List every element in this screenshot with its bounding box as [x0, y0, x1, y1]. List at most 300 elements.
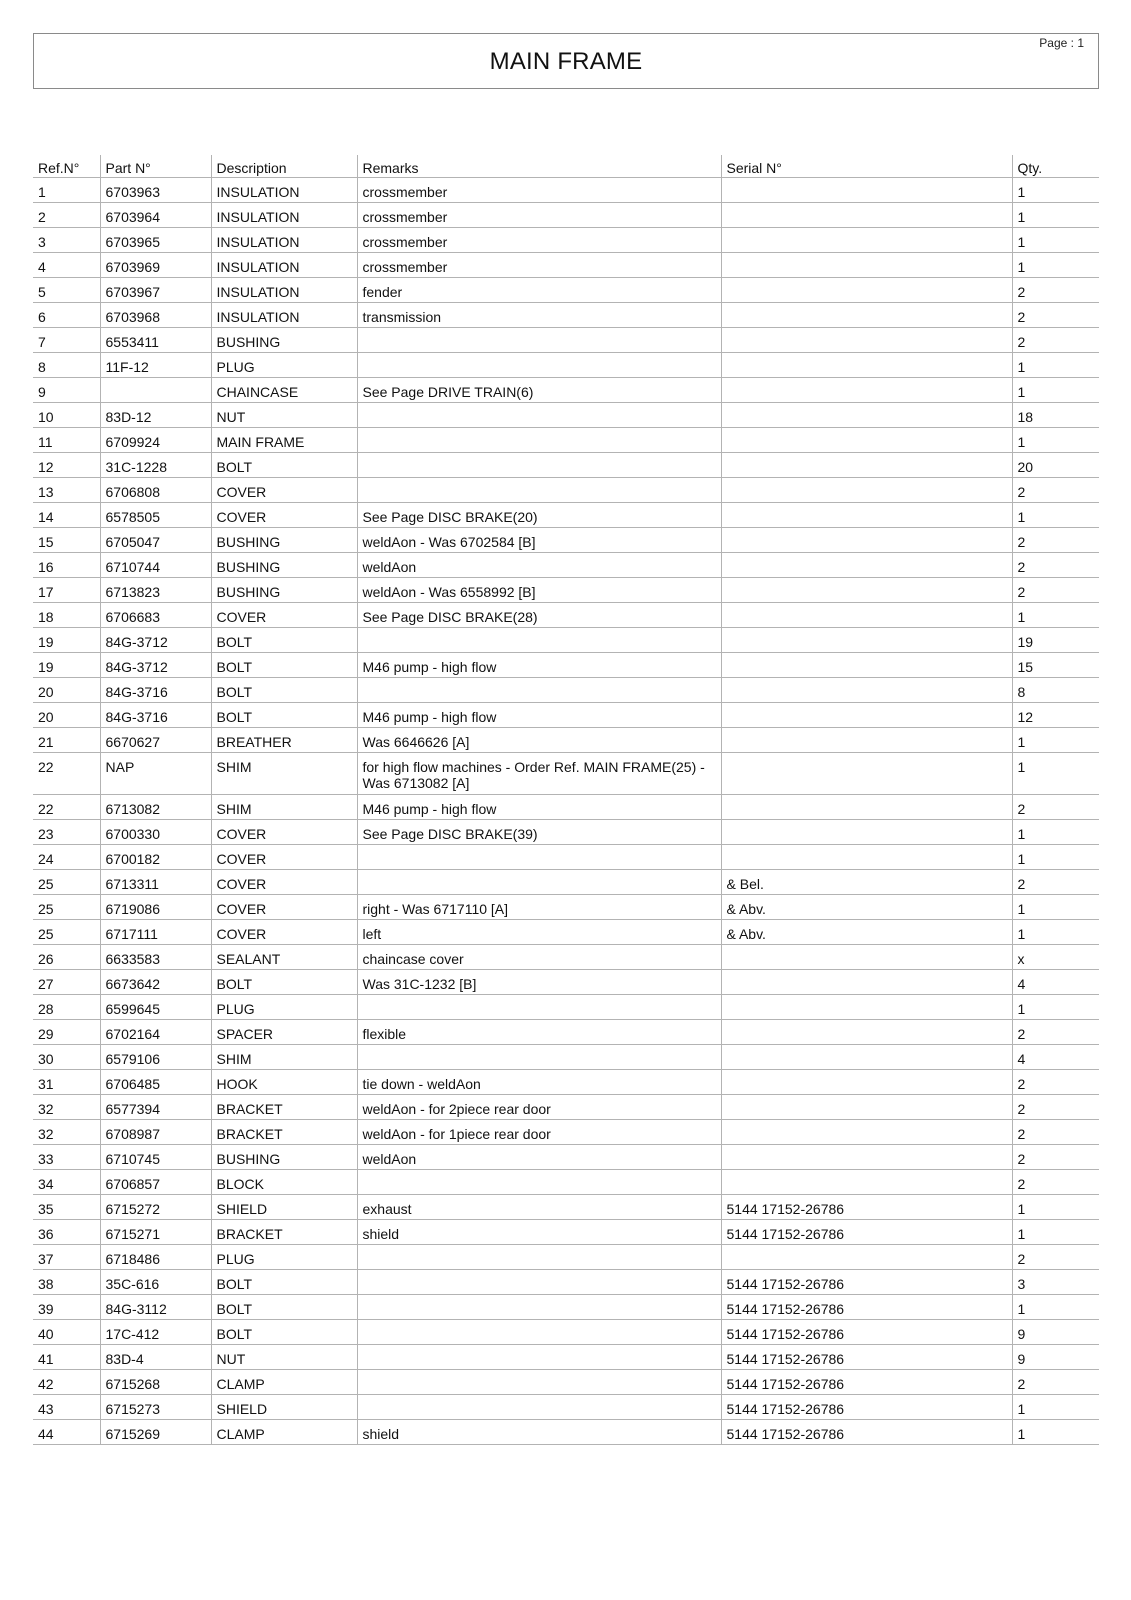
ref-cell: 21 — [33, 728, 100, 753]
part-number-cell: 6715273 — [100, 1395, 211, 1420]
qty-cell: 2 — [1012, 795, 1099, 820]
description-cell: BOLT — [211, 1320, 357, 1345]
remarks-cell — [357, 1295, 721, 1320]
table-row — [33, 578, 1099, 603]
ref-cell: 40 — [33, 1320, 100, 1345]
table-row — [33, 253, 1099, 278]
qty-cell: 1 — [1012, 603, 1099, 628]
qty-cell: 2 — [1012, 1245, 1099, 1270]
description-cell: BUSHING — [211, 328, 357, 353]
remarks-cell: crossmember — [357, 178, 721, 203]
description-cell: COVER — [211, 870, 357, 895]
serial-cell — [721, 353, 1012, 378]
table-row — [33, 1095, 1099, 1120]
part-number-cell: 6709924 — [100, 428, 211, 453]
part-number-cell: 6713082 — [100, 795, 211, 820]
remarks-cell: M46 pump - high flow — [357, 703, 721, 728]
qty-cell: 15 — [1012, 653, 1099, 678]
part-number-cell: 84G-3716 — [100, 703, 211, 728]
description-cell: PLUG — [211, 1245, 357, 1270]
qty-cell: 3 — [1012, 1270, 1099, 1295]
qty-cell: 2 — [1012, 1070, 1099, 1095]
description-cell: COVER — [211, 895, 357, 920]
description-cell: INSULATION — [211, 203, 357, 228]
ref-cell: 22 — [33, 795, 100, 820]
part-number-cell: 6703967 — [100, 278, 211, 303]
qty-cell: x — [1012, 945, 1099, 970]
part-number-cell: 6706857 — [100, 1170, 211, 1195]
ref-cell: 18 — [33, 603, 100, 628]
remarks-cell: for high flow machines - Order Ref. MAIN FRAME(25) - Was 6713082 [A] — [357, 753, 721, 795]
qty-cell: 1 — [1012, 428, 1099, 453]
serial-cell — [721, 1245, 1012, 1270]
qty-cell: 2 — [1012, 553, 1099, 578]
table-row — [33, 678, 1099, 703]
qty-cell: 1 — [1012, 820, 1099, 845]
description-cell: PLUG — [211, 353, 357, 378]
description-cell: SHIELD — [211, 1195, 357, 1220]
serial-cell: 5144 17152-26786 — [721, 1320, 1012, 1345]
remarks-cell — [357, 478, 721, 503]
qty-cell: 1 — [1012, 1295, 1099, 1320]
serial-cell — [721, 478, 1012, 503]
description-cell: BOLT — [211, 628, 357, 653]
description-cell: CHAINCASE — [211, 378, 357, 403]
qty-cell: 1 — [1012, 728, 1099, 753]
table-row — [33, 1145, 1099, 1170]
remarks-cell: fender — [357, 278, 721, 303]
description-cell: BOLT — [211, 1270, 357, 1295]
description-cell: BOLT — [211, 703, 357, 728]
table-row — [33, 603, 1099, 628]
description-cell: NUT — [211, 1345, 357, 1370]
ref-cell: 34 — [33, 1170, 100, 1195]
qty-cell: 1 — [1012, 895, 1099, 920]
description-cell: BOLT — [211, 678, 357, 703]
description-cell: BREATHER — [211, 728, 357, 753]
part-number-cell: 84G-3112 — [100, 1295, 211, 1320]
description-cell: INSULATION — [211, 253, 357, 278]
ref-cell: 33 — [33, 1145, 100, 1170]
ref-cell: 16 — [33, 553, 100, 578]
qty-cell: 20 — [1012, 453, 1099, 478]
serial-cell — [721, 795, 1012, 820]
serial-cell — [721, 945, 1012, 970]
remarks-cell: weldAon - Was 6702584 [B] — [357, 528, 721, 553]
remarks-cell: weldAon — [357, 1145, 721, 1170]
col-header-part: Part N° — [100, 155, 211, 178]
ref-cell: 5 — [33, 278, 100, 303]
serial-cell — [721, 1170, 1012, 1195]
qty-cell: 1 — [1012, 353, 1099, 378]
table-row — [33, 1070, 1099, 1095]
serial-cell — [721, 628, 1012, 653]
table-row — [33, 820, 1099, 845]
ref-cell: 23 — [33, 820, 100, 845]
remarks-cell: weldAon - for 2piece rear door — [357, 1095, 721, 1120]
ref-cell: 25 — [33, 895, 100, 920]
qty-cell: 1 — [1012, 845, 1099, 870]
part-number-cell: 6703963 — [100, 178, 211, 203]
description-cell: SHIM — [211, 753, 357, 795]
serial-cell — [721, 753, 1012, 795]
table-row — [33, 453, 1099, 478]
remarks-cell: left — [357, 920, 721, 945]
remarks-cell — [357, 1345, 721, 1370]
part-number-cell: 6700182 — [100, 845, 211, 870]
ref-cell: 4 — [33, 253, 100, 278]
remarks-cell: Was 6646626 [A] — [357, 728, 721, 753]
description-cell: MAIN FRAME — [211, 428, 357, 453]
parts-table — [33, 155, 1099, 1445]
remarks-cell: weldAon - for 1piece rear door — [357, 1120, 721, 1145]
remarks-cell — [357, 870, 721, 895]
serial-cell — [721, 1020, 1012, 1045]
qty-cell: 2 — [1012, 1370, 1099, 1395]
serial-cell — [721, 278, 1012, 303]
description-cell: COVER — [211, 820, 357, 845]
part-number-cell: 6713823 — [100, 578, 211, 603]
serial-cell — [721, 995, 1012, 1020]
qty-cell: 18 — [1012, 403, 1099, 428]
description-cell: SHIM — [211, 795, 357, 820]
serial-cell: 5144 17152-26786 — [721, 1345, 1012, 1370]
serial-cell — [721, 503, 1012, 528]
remarks-cell — [357, 1370, 721, 1395]
table-row — [33, 653, 1099, 678]
qty-cell: 1 — [1012, 753, 1099, 795]
serial-cell: 5144 17152-26786 — [721, 1270, 1012, 1295]
part-number-cell: 35C-616 — [100, 1270, 211, 1295]
description-cell: SHIELD — [211, 1395, 357, 1420]
description-cell: CLAMP — [211, 1370, 357, 1395]
ref-cell: 12 — [33, 453, 100, 478]
table-row — [33, 278, 1099, 303]
serial-cell — [721, 728, 1012, 753]
description-cell: BOLT — [211, 653, 357, 678]
remarks-cell: crossmember — [357, 203, 721, 228]
remarks-cell: crossmember — [357, 253, 721, 278]
qty-cell: 8 — [1012, 678, 1099, 703]
ref-cell: 25 — [33, 870, 100, 895]
serial-cell — [721, 1145, 1012, 1170]
remarks-cell: transmission — [357, 303, 721, 328]
part-number-cell: 6715272 — [100, 1195, 211, 1220]
table-row — [33, 753, 1099, 795]
serial-cell — [721, 253, 1012, 278]
ref-cell: 36 — [33, 1220, 100, 1245]
ref-cell: 2 — [33, 203, 100, 228]
qty-cell: 4 — [1012, 970, 1099, 995]
table-row — [33, 1320, 1099, 1345]
description-cell: COVER — [211, 503, 357, 528]
ref-cell: 37 — [33, 1245, 100, 1270]
description-cell: INSULATION — [211, 178, 357, 203]
serial-cell — [721, 378, 1012, 403]
qty-cell: 1 — [1012, 1220, 1099, 1245]
table-row — [33, 1020, 1099, 1045]
serial-cell — [721, 970, 1012, 995]
part-number-cell: 84G-3716 — [100, 678, 211, 703]
table-row — [33, 303, 1099, 328]
table-row — [33, 378, 1099, 403]
serial-cell — [721, 403, 1012, 428]
part-number-cell: 6700330 — [100, 820, 211, 845]
remarks-cell: M46 pump - high flow — [357, 795, 721, 820]
remarks-cell — [357, 1245, 721, 1270]
table-row — [33, 970, 1099, 995]
table-row — [33, 895, 1099, 920]
col-header-description: Description — [211, 155, 357, 178]
description-cell: BOLT — [211, 970, 357, 995]
ref-cell: 20 — [33, 703, 100, 728]
remarks-cell — [357, 678, 721, 703]
serial-cell — [721, 603, 1012, 628]
remarks-cell: crossmember — [357, 228, 721, 253]
table-row — [33, 178, 1099, 203]
part-number-cell: 6703964 — [100, 203, 211, 228]
serial-cell: & Abv. — [721, 895, 1012, 920]
serial-cell — [721, 428, 1012, 453]
serial-cell: 5144 17152-26786 — [721, 1395, 1012, 1420]
serial-cell: 5144 17152-26786 — [721, 1420, 1012, 1445]
ref-cell: 32 — [33, 1095, 100, 1120]
description-cell: COVER — [211, 845, 357, 870]
description-cell: BRACKET — [211, 1120, 357, 1145]
description-cell: SHIM — [211, 1045, 357, 1070]
ref-cell: 24 — [33, 845, 100, 870]
ref-cell: 20 — [33, 678, 100, 703]
part-number-cell: 6702164 — [100, 1020, 211, 1045]
table-row — [33, 1245, 1099, 1270]
table-row — [33, 1220, 1099, 1245]
serial-cell — [721, 820, 1012, 845]
table-row — [33, 328, 1099, 353]
remarks-cell — [357, 328, 721, 353]
serial-cell — [721, 1070, 1012, 1095]
remarks-cell: See Page DISC BRAKE(20) — [357, 503, 721, 528]
description-cell: COVER — [211, 603, 357, 628]
ref-cell: 28 — [33, 995, 100, 1020]
table-row — [33, 228, 1099, 253]
serial-cell — [721, 1095, 1012, 1120]
serial-cell — [721, 228, 1012, 253]
serial-cell: 5144 17152-26786 — [721, 1295, 1012, 1320]
description-cell: BLOCK — [211, 1170, 357, 1195]
qty-cell: 2 — [1012, 1145, 1099, 1170]
table-row — [33, 1395, 1099, 1420]
parts-table-body — [33, 178, 1099, 1445]
qty-cell: 2 — [1012, 328, 1099, 353]
part-number-cell: 6706683 — [100, 603, 211, 628]
table-row — [33, 203, 1099, 228]
serial-cell — [721, 578, 1012, 603]
part-number-cell: 84G-3712 — [100, 628, 211, 653]
ref-cell: 1 — [33, 178, 100, 203]
description-cell: BRACKET — [211, 1220, 357, 1245]
ref-cell: 14 — [33, 503, 100, 528]
description-cell: COVER — [211, 920, 357, 945]
table-row — [33, 1420, 1099, 1445]
ref-cell: 6 — [33, 303, 100, 328]
serial-cell — [721, 178, 1012, 203]
table-row — [33, 1120, 1099, 1145]
part-number-cell: 6599645 — [100, 995, 211, 1020]
ref-cell: 31 — [33, 1070, 100, 1095]
part-number-cell: 6579106 — [100, 1045, 211, 1070]
ref-cell: 22 — [33, 753, 100, 795]
description-cell: SEALANT — [211, 945, 357, 970]
table-row — [33, 845, 1099, 870]
ref-cell: 38 — [33, 1270, 100, 1295]
table-header-row — [33, 155, 1099, 178]
remarks-cell: right - Was 6717110 [A] — [357, 895, 721, 920]
remarks-cell: See Page DISC BRAKE(28) — [357, 603, 721, 628]
table-row — [33, 553, 1099, 578]
qty-cell: 1 — [1012, 1195, 1099, 1220]
ref-cell: 9 — [33, 378, 100, 403]
ref-cell: 13 — [33, 478, 100, 503]
part-number-cell: 6718486 — [100, 1245, 211, 1270]
serial-cell — [721, 1120, 1012, 1145]
table-row — [33, 1345, 1099, 1370]
remarks-cell: shield — [357, 1420, 721, 1445]
serial-cell — [721, 203, 1012, 228]
serial-cell — [721, 328, 1012, 353]
serial-cell: & Bel. — [721, 870, 1012, 895]
table-row — [33, 995, 1099, 1020]
serial-cell — [721, 553, 1012, 578]
remarks-cell: weldAon — [357, 553, 721, 578]
description-cell: BOLT — [211, 1295, 357, 1320]
qty-cell: 2 — [1012, 278, 1099, 303]
serial-cell — [721, 845, 1012, 870]
part-number-cell: 6553411 — [100, 328, 211, 353]
qty-cell: 2 — [1012, 303, 1099, 328]
ref-cell: 10 — [33, 403, 100, 428]
ref-cell: 42 — [33, 1370, 100, 1395]
ref-cell: 26 — [33, 945, 100, 970]
qty-cell: 1 — [1012, 995, 1099, 1020]
ref-cell: 7 — [33, 328, 100, 353]
part-number-cell: 6706808 — [100, 478, 211, 503]
part-number-cell: NAP — [100, 753, 211, 795]
remarks-cell — [357, 1270, 721, 1295]
description-cell: BUSHING — [211, 553, 357, 578]
description-cell: PLUG — [211, 995, 357, 1020]
qty-cell: 2 — [1012, 1095, 1099, 1120]
ref-cell: 25 — [33, 920, 100, 945]
table-row — [33, 628, 1099, 653]
part-number-cell: 6673642 — [100, 970, 211, 995]
ref-cell: 27 — [33, 970, 100, 995]
part-number-cell: 6703969 — [100, 253, 211, 278]
part-number-cell: 83D-4 — [100, 1345, 211, 1370]
ref-cell: 11 — [33, 428, 100, 453]
serial-cell — [721, 653, 1012, 678]
description-cell: BUSHING — [211, 1145, 357, 1170]
col-header-remarks: Remarks — [357, 155, 721, 178]
table-row — [33, 703, 1099, 728]
description-cell: SPACER — [211, 1020, 357, 1045]
remarks-cell — [357, 845, 721, 870]
remarks-cell — [357, 995, 721, 1020]
ref-cell: 30 — [33, 1045, 100, 1070]
remarks-cell: tie down - weldAon — [357, 1070, 721, 1095]
part-number-cell: 6670627 — [100, 728, 211, 753]
part-number-cell: 6717111 — [100, 920, 211, 945]
remarks-cell — [357, 428, 721, 453]
table-row — [33, 528, 1099, 553]
description-cell: HOOK — [211, 1070, 357, 1095]
part-number-cell: 6715268 — [100, 1370, 211, 1395]
remarks-cell: Was 31C-1232 [B] — [357, 970, 721, 995]
remarks-cell: weldAon - Was 6558992 [B] — [357, 578, 721, 603]
remarks-cell: exhaust — [357, 1195, 721, 1220]
part-number-cell: 6578505 — [100, 503, 211, 528]
part-number-cell: 6577394 — [100, 1095, 211, 1120]
ref-cell: 32 — [33, 1120, 100, 1145]
qty-cell: 9 — [1012, 1320, 1099, 1345]
page-title: MAIN FRAME — [489, 48, 643, 75]
part-number-cell: 6715269 — [100, 1420, 211, 1445]
qty-cell: 2 — [1012, 1170, 1099, 1195]
ref-cell: 35 — [33, 1195, 100, 1220]
qty-cell: 1 — [1012, 1395, 1099, 1420]
table-row — [33, 870, 1099, 895]
remarks-cell: See Page DISC BRAKE(39) — [357, 820, 721, 845]
ref-cell: 17 — [33, 578, 100, 603]
ref-cell: 8 — [33, 353, 100, 378]
serial-cell — [721, 1045, 1012, 1070]
part-number-cell: 31C-1228 — [100, 453, 211, 478]
serial-cell — [721, 303, 1012, 328]
part-number-cell: 6710744 — [100, 553, 211, 578]
table-row — [33, 503, 1099, 528]
serial-cell — [721, 453, 1012, 478]
description-cell: INSULATION — [211, 278, 357, 303]
serial-cell — [721, 703, 1012, 728]
qty-cell: 2 — [1012, 870, 1099, 895]
part-number-cell: 6633583 — [100, 945, 211, 970]
part-number-cell: 83D-12 — [100, 403, 211, 428]
col-header-qty: Qty. — [1012, 155, 1099, 178]
remarks-cell: chaincase cover — [357, 945, 721, 970]
remarks-cell: See Page DRIVE TRAIN(6) — [357, 378, 721, 403]
table-row — [33, 795, 1099, 820]
remarks-cell — [357, 1170, 721, 1195]
qty-cell: 2 — [1012, 1020, 1099, 1045]
ref-cell: 15 — [33, 528, 100, 553]
remarks-cell: shield — [357, 1220, 721, 1245]
remarks-cell — [357, 1045, 721, 1070]
serial-cell: 5144 17152-26786 — [721, 1195, 1012, 1220]
part-number-cell: 17C-412 — [100, 1320, 211, 1345]
remarks-cell — [357, 1320, 721, 1345]
part-number-cell: 6710745 — [100, 1145, 211, 1170]
description-cell: BRACKET — [211, 1095, 357, 1120]
table-row — [33, 478, 1099, 503]
ref-cell: 3 — [33, 228, 100, 253]
ref-cell: 41 — [33, 1345, 100, 1370]
qty-cell: 1 — [1012, 203, 1099, 228]
part-number-cell: 11F-12 — [100, 353, 211, 378]
qty-cell: 19 — [1012, 628, 1099, 653]
serial-cell — [721, 678, 1012, 703]
serial-cell — [721, 528, 1012, 553]
remarks-cell — [357, 1395, 721, 1420]
description-cell: BOLT — [211, 453, 357, 478]
